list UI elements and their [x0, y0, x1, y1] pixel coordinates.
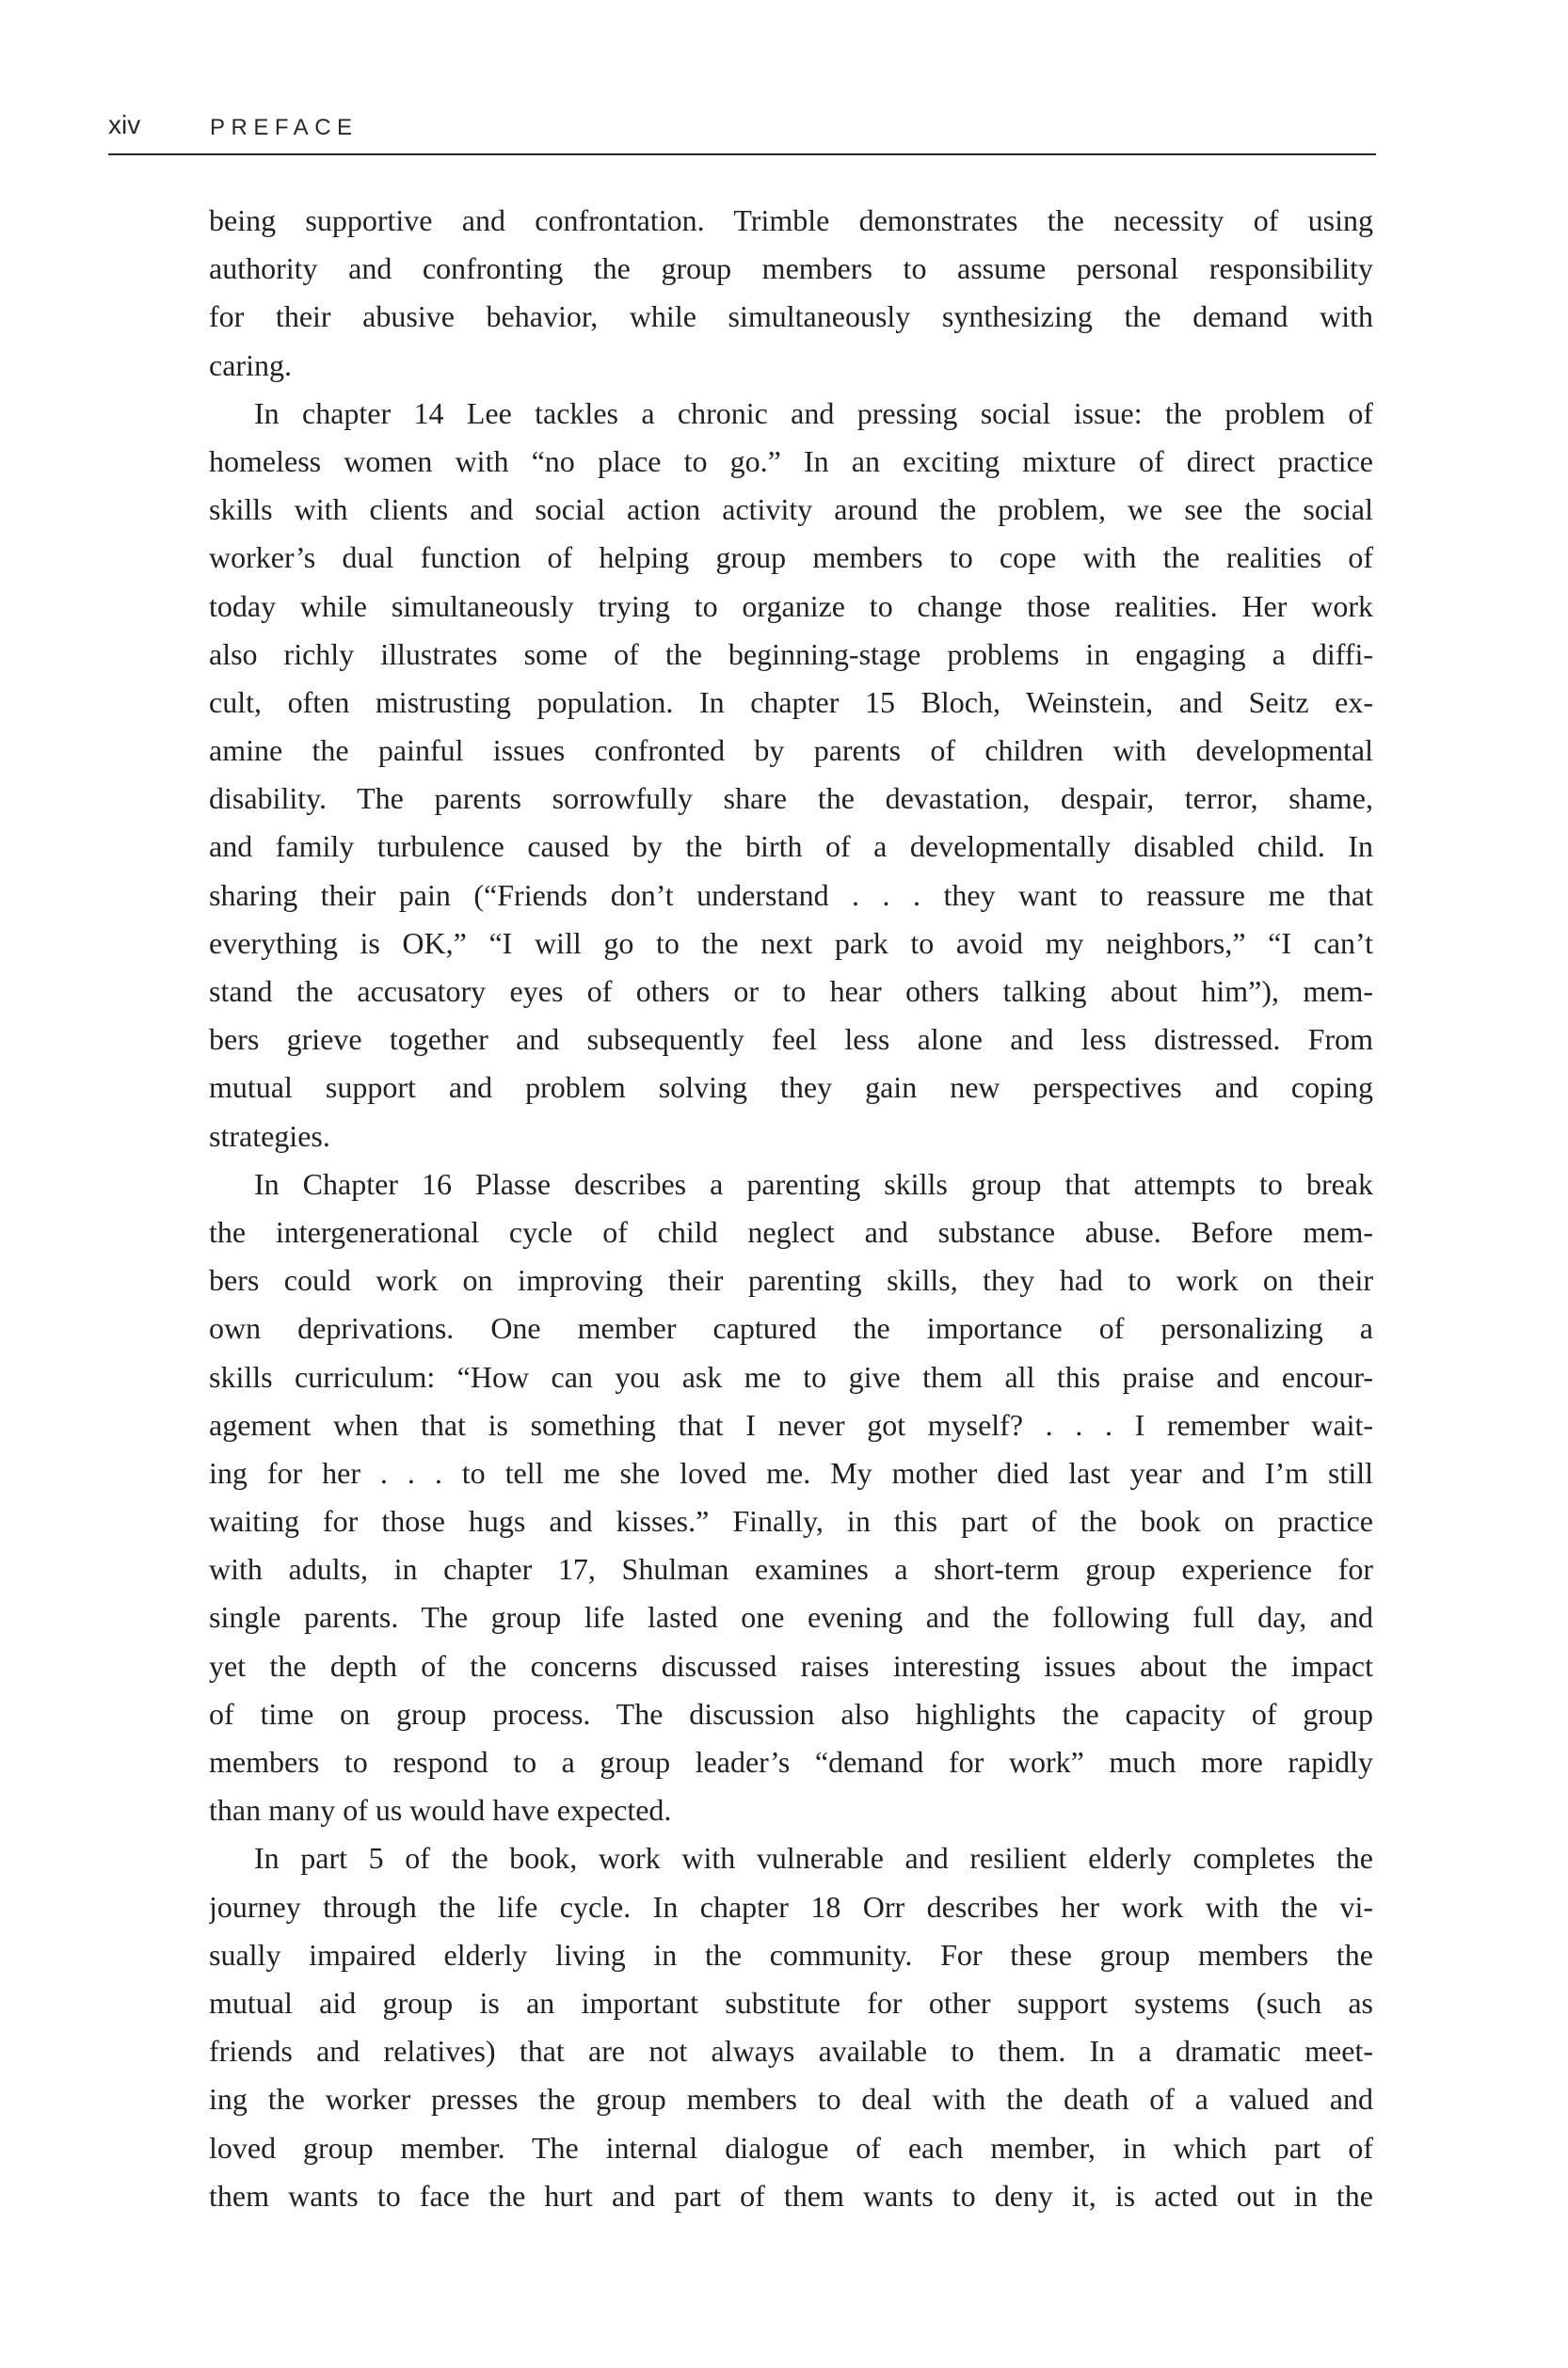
text-line: sually impaired elderly living in the community. For these group members the: [209, 1937, 1373, 1972]
text-line: loved group member. The internal dialogue of each member, in which part of: [209, 2130, 1373, 2165]
text-line: authority and confronting the group members to assume personal responsibility: [209, 251, 1373, 286]
text-line: sharing their pain (“Friends don’t understand . . . they want to reassure me that: [209, 877, 1373, 912]
text-line: being supportive and confrontation. Trimble demonstrates the necessity of using: [209, 203, 1373, 237]
text-line: In Chapter 16 Plasse describes a parenting skills group that attempts to break: [254, 1166, 1373, 1201]
text-line: mutual aid group is an important substitute for other support systems (such as: [209, 1985, 1373, 2020]
text-line: stand the accusatory eyes of others or to hear others talking about him”), mem-: [209, 974, 1373, 1008]
text-line: everything is OK,” “I will go to the next park to avoid my neighbors,” “I can’t: [209, 925, 1373, 960]
text-line: with adults, in chapter 17, Shulman examines a short-term group experience for: [209, 1552, 1373, 1587]
header-rule: [108, 153, 1376, 155]
text-line: and family turbulence caused by the birth of a developmentally disabled child. In: [209, 829, 1373, 864]
text-line: homeless women with “no place to go.” In an exciting mixture of direct practice: [209, 443, 1373, 478]
text-line: today while simultaneously trying to organize to change those realities. Her work: [209, 588, 1373, 623]
text-line: single parents. The group life lasted one evening and the following full day, and: [209, 1600, 1373, 1635]
text-line: of time on group process. The discussion also highlights the capacity of group: [209, 1696, 1373, 1731]
text-line: also richly illustrates some of the beginning-stage problems in engaging a diffi-: [209, 636, 1373, 671]
text-line: ing the worker presses the group members to deal with the death of a valued and: [209, 2082, 1373, 2117]
text-line: bers could work on improving their parenting skills, they had to work on their: [209, 1263, 1373, 1298]
text-line: mutual support and problem solving they gain new perspectives and coping: [209, 1070, 1373, 1105]
text-line: In chapter 14 Lee tackles a chronic and pressing social issue: the problem of: [254, 395, 1373, 430]
text-line: worker’s dual function of helping group members to cope with the realities of: [209, 540, 1373, 575]
text-line: amine the painful issues confronted by parents of children with developmental: [209, 733, 1373, 768]
page-body: [209, 197, 1373, 2220]
text-line: skills curriculum: “How can you ask me to give them all this praise and encour-: [209, 1359, 1373, 1394]
text-line: agement when that is something that I never got myself? . . . I remember wait-: [209, 1407, 1373, 1442]
text-line: the intergenerational cycle of child neglect and substance abuse. Before mem-: [209, 1214, 1373, 1249]
text-line: caring.: [209, 347, 292, 382]
text-line: friends and relatives) that are not always available to them. In a dramatic meet-: [209, 2034, 1373, 2069]
text-line: for their abusive behavior, while simultaneously synthesizing the demand with: [209, 299, 1373, 334]
text-line: strategies.: [209, 1118, 330, 1153]
text-line: ing for her . . . to tell me she loved me. My mother died last year and I’m still: [209, 1455, 1373, 1490]
text-line: disability. The parents sorrowfully share the devastation, despair, terror, shame,: [209, 781, 1373, 816]
text-line: waiting for those hugs and kisses.” Finally, in this part of the book on practice: [209, 1504, 1373, 1539]
text-line: cult, often mistrusting population. In chapter 15 Bloch, Weinstein, and Seitz ex-: [209, 684, 1373, 719]
running-head: PREFACE: [210, 115, 359, 140]
text-line: In part 5 of the book, work with vulnerable and resilient elderly completes the: [254, 1841, 1373, 1876]
text-line: yet the depth of the concerns discussed raises interesting issues about the impact: [209, 1648, 1373, 1683]
text-line: them wants to face the hurt and part of them wants to deny it, is acted out in the: [209, 2178, 1373, 2213]
text-line: bers grieve together and subsequently feel less alone and less distressed. From: [209, 1022, 1373, 1057]
page-number: xiv: [108, 110, 141, 139]
text-line: journey through the life cycle. In chapter 18 Orr describes her work with the vi-: [209, 1889, 1373, 1924]
text-line: than many of us would have expected.: [209, 1793, 672, 1828]
text-line: skills with clients and social action activity around the problem, we see the social: [209, 492, 1373, 527]
text-line: own deprivations. One member captured the importance of personalizing a: [209, 1311, 1373, 1346]
text-line: members to respond to a group leader’s “demand for work” much more rapidly: [209, 1745, 1373, 1779]
